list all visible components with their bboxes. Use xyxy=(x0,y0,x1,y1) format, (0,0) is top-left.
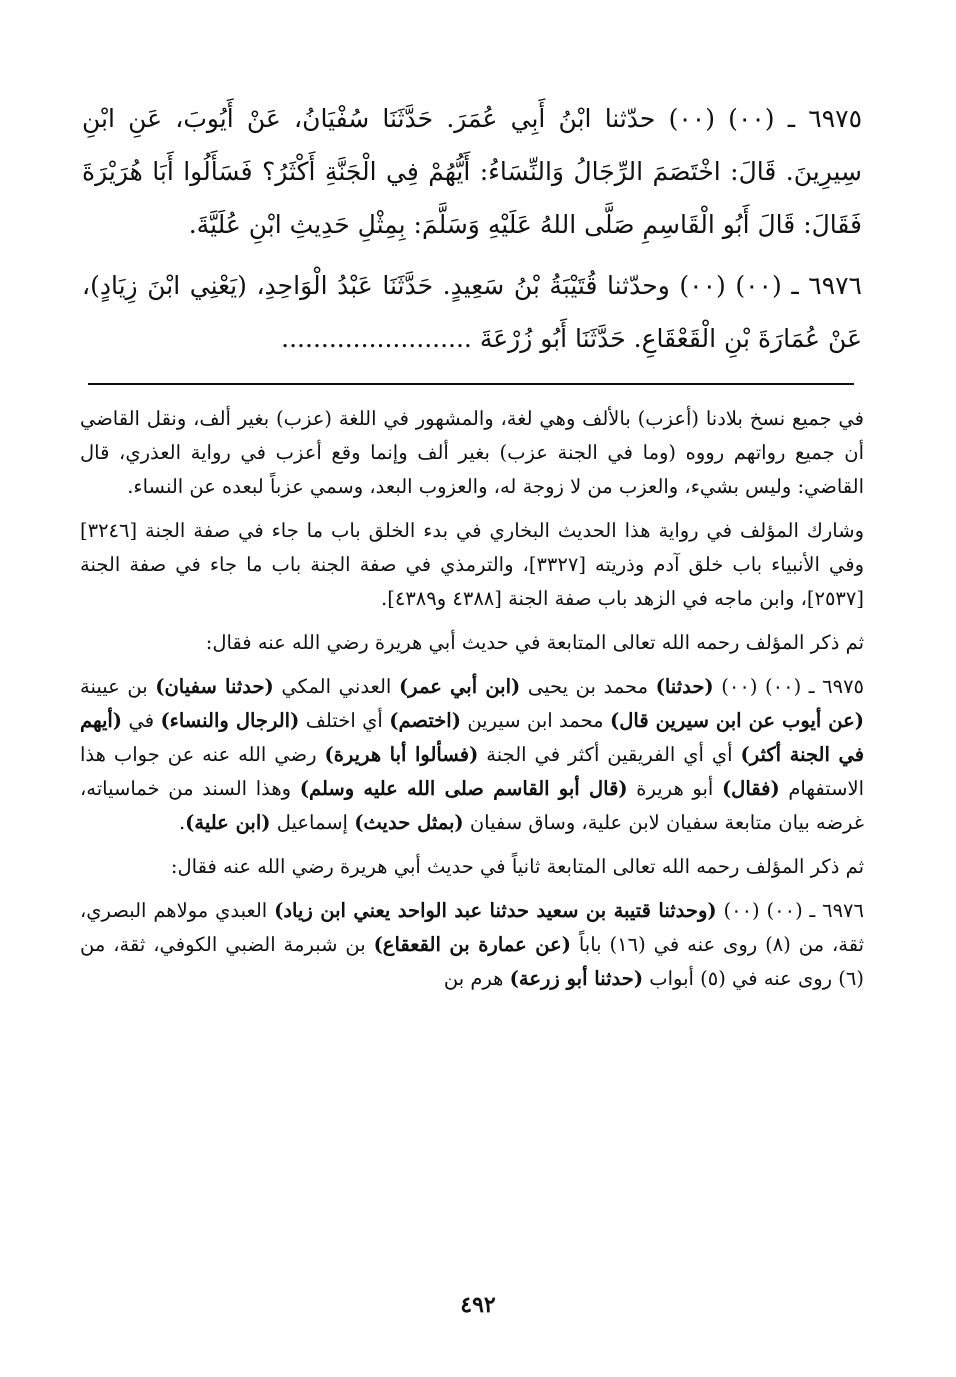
commentary-text: محمد ابن سيرين xyxy=(467,709,604,732)
commentary-text: بن عيينة xyxy=(80,675,148,698)
quoted-text: (حدثنا) xyxy=(655,675,714,698)
commentary-text: رضي الله عنه عن جواب هذا الاستفهام xyxy=(80,743,864,800)
commentary-block xyxy=(80,402,864,1006)
hadith-6975 xyxy=(82,92,862,251)
quoted-text: (فسألوا أبا هريرة) xyxy=(324,743,479,766)
hadith-body: وحدّثنا قُتَيْبَةُ بْنُ سَعِيدٍ. حَدَّثَنَا عَبْدُ الْوَاحِدِ، (يَعْنِي ابْنَ زِيَادٍ)، عَنْ عُمَارَةَ بْنِ الْقَعْقَاعِ. حَدَّثَنَا أَبُو زُرْعَةَ xyxy=(82,271,862,353)
footnote-separator xyxy=(88,383,854,385)
commentary-text: أي أي الفريقين أكثر في الجنة xyxy=(486,743,733,766)
quoted-text: (قال أبو القاسم صلى الله عليه وسلم) xyxy=(299,777,628,800)
quoted-text: (ابن علية) xyxy=(185,811,271,834)
commentary-paragraph: في جميع نسخ بلادنا (أعزب) بالألف وهي لغة، والمشهور في اللغة (عزب) بغير ألف، ونقل القاضي أن جميع رواتهم رووه (وما في الجنة عزب) بغير ألف وإنما وقع أعزب في رواية العذري، قال القاضي: وليس بشيء، والعزب من لا زوجة له، والعزوب البعد، وسمي عزباً لبعده عن النساء. xyxy=(80,407,864,498)
commentary-text: ٦٩٧٦ ـ (٠٠) (٠٠) xyxy=(723,899,865,922)
commentary-text: ٦٩٧٥ ـ (٠٠) (٠٠) xyxy=(721,675,865,698)
hadith-number: ٦٩٧٥ ـ (٠٠) (٠٠) xyxy=(668,104,862,133)
commentary-text: . xyxy=(178,811,186,834)
page-number: ٤٩٢ xyxy=(460,1292,496,1318)
commentary-paragraph: ثم ذكر المؤلف رحمه الله تعالى المتابعة في حديث أبي هريرة رضي الله عنه فقال: xyxy=(205,631,864,654)
commentary-text: هرم بن xyxy=(443,967,504,990)
commentary-text: العدني المكي xyxy=(281,675,392,698)
quoted-text: (الرجال والنساء) xyxy=(160,709,300,732)
quoted-text: (عن أيوب عن ابن سيرين قال) xyxy=(610,709,865,732)
quoted-text: (حدثنا سفيان) xyxy=(155,675,274,698)
commentary-text: أبو هريرة xyxy=(636,777,714,800)
quoted-text: (وحدثنا قتيبة بن سعيد حدثنا عبد الواحد يعني ابن زياد) xyxy=(274,899,717,922)
quoted-text: (ابن أبي عمر) xyxy=(398,675,521,698)
quoted-text: (بمثل حديث) xyxy=(354,811,464,834)
commentary-text: أي اختلف xyxy=(305,709,383,732)
commentary-text: محمد بن يحيى xyxy=(527,675,649,698)
commentary-text: بن شبرمة الضبي الكوفي، ثقة، من (٦) روى عنه في (٥) أبواب xyxy=(80,933,864,990)
commentary-paragraph: ثم ذكر المؤلف رحمه الله تعالى المتابعة ثانياً في حديث أبي هريرة رضي الله عنه فقال: xyxy=(170,855,864,878)
continuation-dots: ........................ xyxy=(281,324,472,353)
commentary-text: العبدي مولاهم البصري، ثقة، من (٨) روى عنه في (١٦) باباً xyxy=(80,899,864,956)
hadith-body: حدّثنا ابْنُ أَبِي عُمَرَ. حَدَّثَنَا سُفْيَانُ، عَنْ أَيُوبَ، عَنِ ابْنِ سِيرِينَ. قَالَ: اخْتَصَمَ الرِّجَالُ وَالنِّسَاءُ: أَيُّهُمْ فِي الْجَنَّةِ أَكْثَرُ؟ فَسَأَلُوا أَبَا هُرَيْرَةَ فَقَالَ: قَالَ أَبُو الْقَاسِمِ صَلَّى اللهُ عَلَيْهِ وَسَلَّمَ: بِمِثْلِ حَدِيثِ ابْنِ عُلَيَّةَ. xyxy=(82,104,862,239)
quoted-text: (اختصم) xyxy=(389,709,461,732)
quoted-text: (أيهم في الجنة أكثر) xyxy=(80,709,865,766)
commentary-hadith-6976 xyxy=(80,894,864,996)
commentary-text: وهذا السند من خماسياته، غرضه بيان متابعة سفيان لابن علية، وساق سفيان xyxy=(80,777,864,834)
quoted-text: (فقال) xyxy=(721,777,780,800)
hadith-text-block xyxy=(82,92,862,373)
commentary-hadith-6975 xyxy=(80,670,864,840)
quoted-text: (عن عمارة بن القعقاع) xyxy=(373,933,571,956)
quoted-text: (حدثنا أبو زرعة) xyxy=(509,967,644,990)
hadith-number: ٦٩٧٦ ـ (٠٠) (٠٠) xyxy=(679,271,862,300)
commentary-text: في xyxy=(128,709,155,732)
hadith-6976 xyxy=(82,259,862,365)
commentary-paragraph: وشارك المؤلف في رواية هذا الحديث البخاري في بدء الخلق باب ما جاء في صفة الجنة [٣٢٤٦] وفي الأنبياء باب خلق آدم وذريته [٣٣٢٧]، والترمذي في صفة الجنة باب ما جاء في صفة الجنة [٢٥٣٧]، وابن ماجه في الزهد باب صفة الجنة [٤٣٨٨ و٤٣٨٩]. xyxy=(80,519,864,610)
commentary-text: إسماعيل xyxy=(276,811,348,834)
